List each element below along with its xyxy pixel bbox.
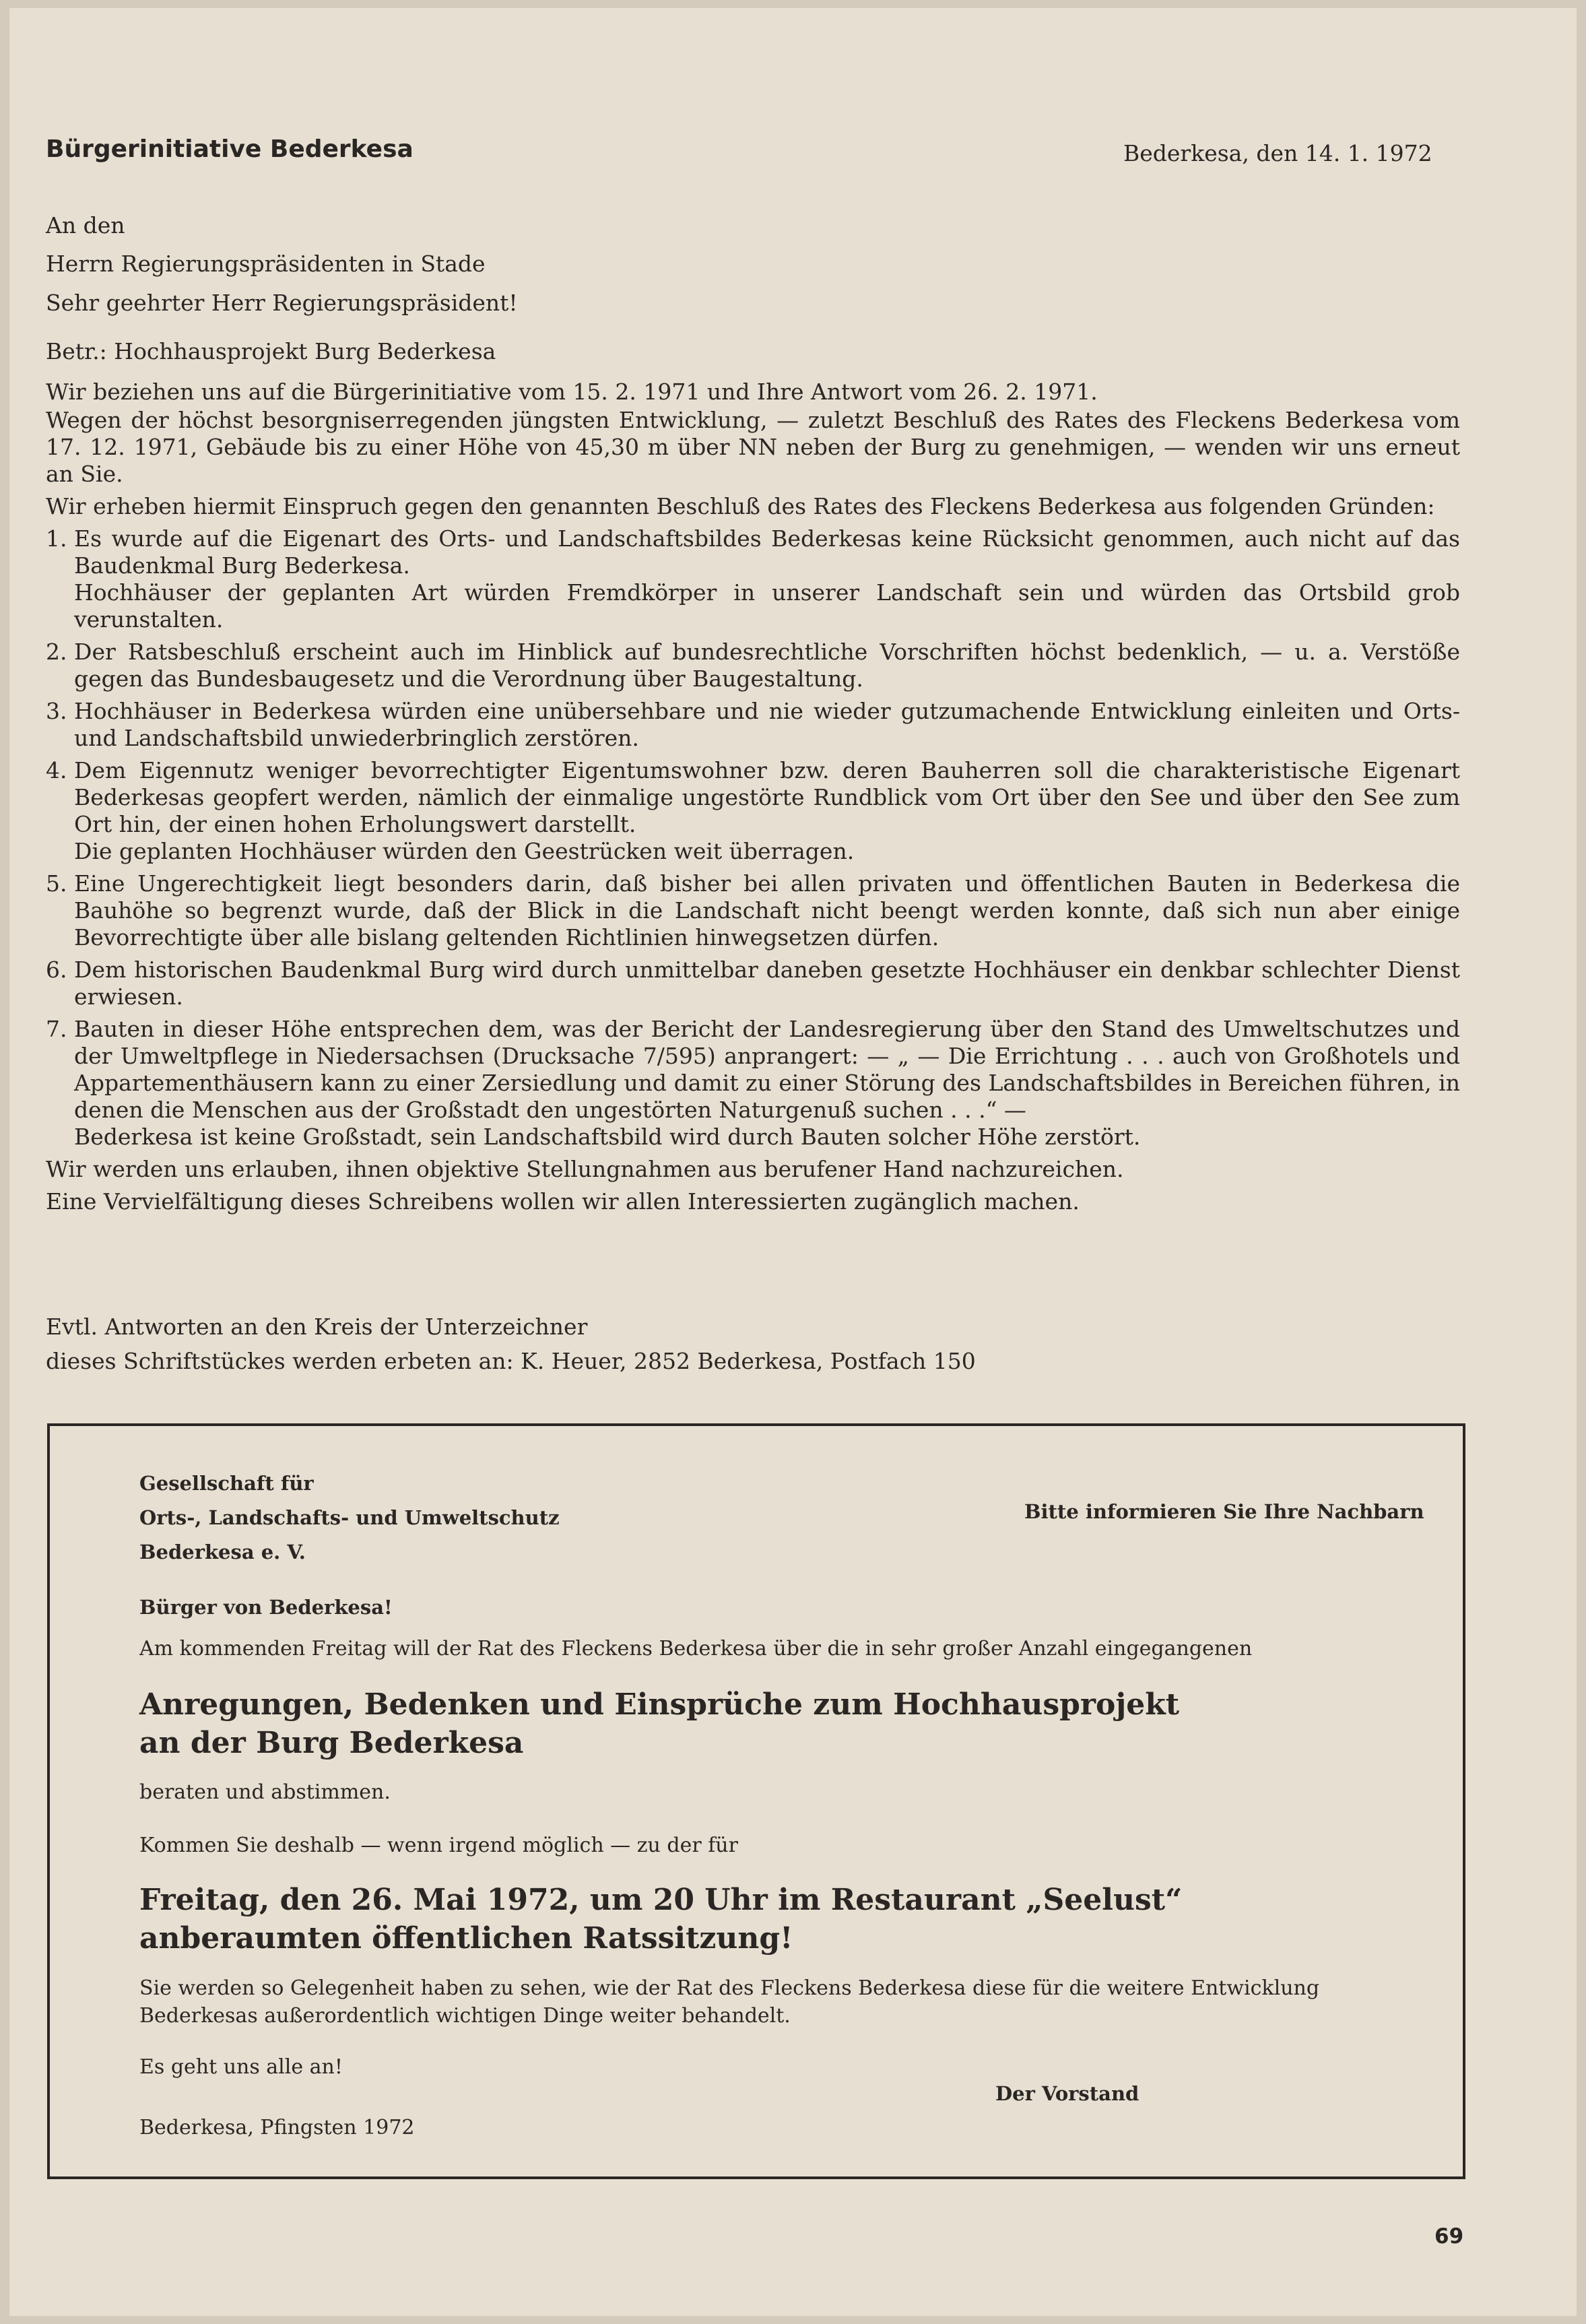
page [9, 8, 1577, 2316]
salutation-to: An den [46, 212, 125, 238]
list-item: 6. Dem historischen Baudenkmal Burg wird durch unmittelbar daneben gesetzte Hochhäuser ein denkbar schlechter Dienst erwiesen. [46, 957, 1460, 1010]
subject-line: Betr.: Hochhausprojekt Burg Bederkesa [46, 338, 496, 364]
paragraph-development: Wegen der höchst besorgniserregenden jüngsten Entwicklung, — zuletzt Beschluß des Rates des Fleckens Bederkesa vom 17. 12. 1971, Gebäude bis zu einer Höhe von 45,30 m über NN neben der Burg zu genehmigen, — wenden wir uns erneut an Sie. [46, 407, 1460, 487]
paragraph-objection: Wir erheben hiermit Einspruch gegen den genannten Beschluß des Rates des Fleckens Bederkesa aus folgenden Gründen: [46, 493, 1435, 519]
citizens-greeting: Bürger von Bederkesa! [139, 1596, 393, 1619]
notice-intro: Am kommenden Freitag will der Rat des Fleckens Bederkesa über die in sehr großer Anzahl eingegangenen [139, 1637, 1253, 1660]
notice-appeal: Es geht uns alle an! [139, 2055, 343, 2079]
notice-explanation: Sie werden so Gelegenheit haben zu sehen, wie der Rat des Fleckens Bederkesa diese für die weitere Entwicklung Bederkesas außerordentlich wichtigen Dinge weiter behandelt. [139, 1976, 1320, 2028]
letter-date: Bederkesa, den 14. 1. 1972 [1123, 140, 1432, 166]
letter-body [46, 407, 1460, 1221]
meeting-date-headline: Freitag, den 26. Mai 1972, um 20 Uhr im Restaurant „Seelust“ anberaumten öffentlichen Ratssitzung! [139, 1883, 1183, 1956]
list-item: 7. Bauten in dieser Höhe entsprechen dem, was der Bericht der Landesregierung über den Stand des Umweltschutzes und der Umweltpflege in Niedersachsen (Drucksache 7/595) anprangert: — „ — Die Errichtung . . . auch von Großhotels und Appartementhäusern kann zu einer Zersiedlung und damit zu einer Störung des Landschaftsbildes in Bereichen führen, in denen die Menschen aus der Großstadt den ungestörten Naturgenuß suchen . . .“ — Bederkesa ist keine Großstadt, sein Landschaftsbild wird durch Bauten solcher Höhe zerstört. [46, 1016, 1460, 1150]
public-notice-box [47, 1423, 1465, 2179]
notice-date: Bederkesa, Pfingsten 1972 [139, 2116, 415, 2139]
list-item: 4. Dem Eigennutz weniger bevorrechtigter Eigentumswohner bzw. deren Bauherren soll die charakteristische Eigenart Bederkesas geopfert werden, nämlich der einmalige ungestörte Rundblick vom Ort über den See und über den See zum Ort hin, der einen hohen Erholungswert darstellt. Die geplanten Hochhäuser würden den Geestrücken weit überragen. [46, 757, 1460, 864]
reply-address: Evtl. Antworten an den Kreis der Unterzeichner dieses Schriftstückes werden erbeten an: K. Heuer, 2852 Bederkesa, Postfach 150 [46, 1314, 976, 1374]
notice-beraten: beraten und abstimmen. [139, 1780, 391, 1804]
recipient: Herrn Regierungspräsidenten in Stade [46, 251, 486, 277]
greeting: Sehr geehrter Herr Regierungspräsident! [46, 290, 518, 316]
sender-heading: Bürgerinitiative Bederkesa [46, 135, 414, 163]
inform-neighbors-note: Bitte informieren Sie Ihre Nachbarn [1024, 1500, 1424, 1523]
list-item: 5. Eine Ungerechtigkeit liegt besonders darin, daß bisher bei allen privaten und öffentlichen Bauten in Bederkesa die Bauhöhe so begrenzt wurde, daß der Blick in die Landschaft nicht beengt werden konnte, daß sich nun aber einige Bevorrechtigte über alle bislang geltenden Richtlinien hinwegsetzen dürfen. [46, 870, 1460, 950]
list-item: 2. Der Ratsbeschluß erscheint auch im Hinblick auf bundesrechtliche Vorschriften höchst bedenklich, — u. a. Verstöße gegen das Bundesbaugesetz und die Verordnung über Baugestaltung. [46, 639, 1460, 692]
closing-paragraph: Wir werden uns erlauben, ihnen objektive Stellungnahmen aus berufener Hand nachzureichen. Eine Vervielfältigung dieses Schreibens wollen wir allen Interessierten zugänglich machen. [46, 1156, 1124, 1215]
page-number: 69 [1434, 2224, 1464, 2249]
organization-name: Gesellschaft für Orts-, Landschafts- und Umweltschutz Bederkesa e. V. [139, 1472, 560, 1563]
list-item: 3. Hochhäuser in Bederkesa würden eine unübersehbare und nie wieder gutzumachende Entwicklung einleiten und Orts- und Landschaftsbild unwiederbringlich zerstören. [46, 698, 1460, 751]
notice-invitation: Kommen Sie deshalb — wenn irgend möglich — zu der für [139, 1834, 738, 1857]
list-item: 1. Es wurde auf die Eigenart des Orts- und Landschaftsbildes Bederkesas keine Rücksicht genommen, auch nicht auf das Baudenkmal Burg Bederkesa. Hochhäuser der geplanten Art würden Fremdkörper in unserer Landschaft sein und würden das Ortsbild grob verunstalten. [46, 525, 1460, 633]
paragraph-reference: Wir beziehen uns auf die Bürgerinitiative vom 15. 2. 1971 und Ihre Antwort vom 26. 2. 1971. [46, 379, 1098, 405]
notice-headline: Anregungen, Bedenken und Einsprüche zum Hochhausprojekt an der Burg Bederkesa [139, 1687, 1180, 1760]
signature-board: Der Vorstand [995, 2082, 1139, 2105]
